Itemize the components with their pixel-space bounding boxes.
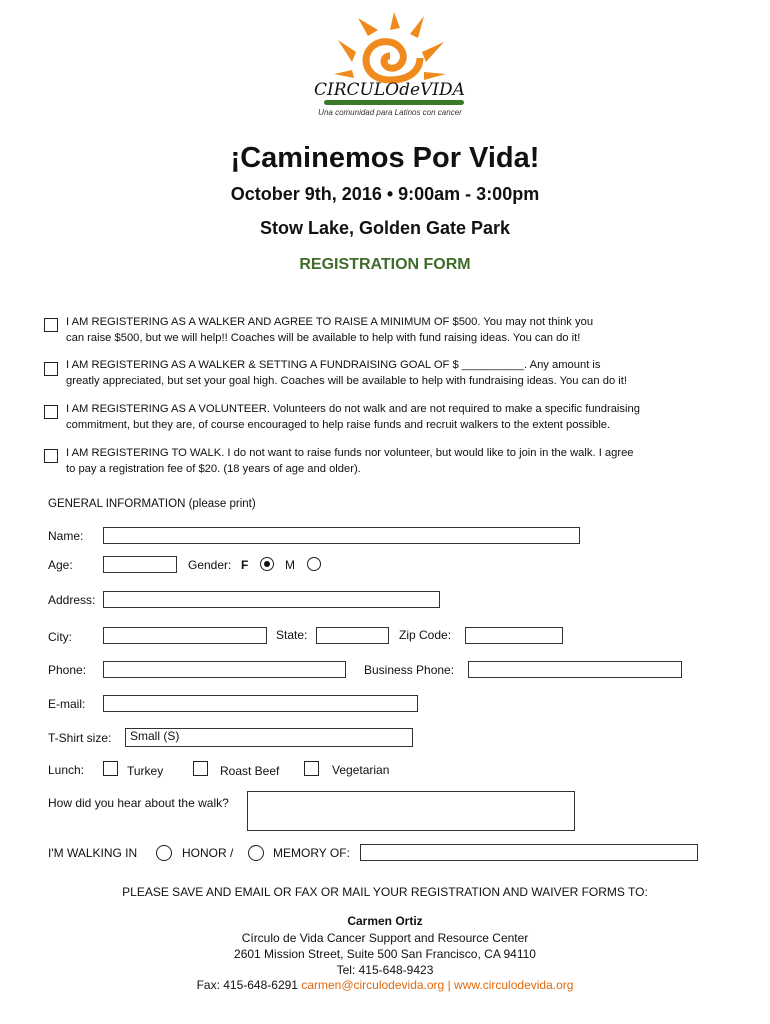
phone-input[interactable] — [103, 661, 346, 678]
business-phone-label: Business Phone: — [364, 663, 455, 677]
logo-tagline: Una comunidad para Latinos con cancer — [318, 108, 462, 117]
option-line: greatly appreciated, but set your goal high. Coaches will be available to help with fundraising ideas. You can do it! — [66, 375, 627, 387]
honor-radio[interactable] — [156, 845, 172, 861]
memory-of-input[interactable] — [360, 844, 698, 861]
gender-f-label: F — [241, 558, 249, 572]
general-info-heading: GENERAL INFORMATION (please print) — [48, 498, 256, 510]
page-title: ¡Caminemos Por Vida! — [230, 142, 540, 174]
contact-org: Círculo de Vida Cancer Support and Resource Center — [241, 931, 529, 945]
city-label: City: — [48, 630, 72, 644]
walker-minimum-checkbox[interactable] — [44, 318, 58, 332]
option-walker-minimum — [66, 314, 676, 346]
contact-address: 2601 Mission Street, Suite 500 San Francisco, CA 94110 — [234, 947, 536, 961]
option-line: to pay a registration fee of $20. (18 years of age and older). — [66, 463, 361, 475]
contact-email-link[interactable]: carmen@circulodevida.org — [301, 978, 445, 992]
form-title: REGISTRATION FORM — [299, 256, 471, 273]
tshirt-select[interactable]: Small (S) — [125, 728, 413, 747]
age-input[interactable] — [103, 556, 177, 573]
sun-icon — [300, 8, 475, 124]
option-line: I AM REGISTERING TO WALK. I do not want to raise funds nor volunteer, but would like to join in the walk. I agree — [66, 447, 634, 459]
city-input[interactable] — [103, 627, 267, 644]
zip-label: Zip Code: — [399, 628, 452, 642]
tshirt-label: T-Shirt size: — [48, 731, 112, 745]
hear-about-label: How did you hear about the walk? — [48, 796, 229, 810]
lunch-turkey-label: Turkey — [127, 764, 164, 778]
memory-label: MEMORY OF: — [273, 846, 350, 860]
option-line: I AM REGISTERING AS A VOLUNTEER. Volunteers do not walk and are not required to make a specific fundraising — [66, 403, 640, 415]
state-input[interactable] — [316, 627, 389, 644]
walk-only-checkbox[interactable] — [44, 449, 58, 463]
logo-underline — [324, 100, 464, 105]
gender-m-label: M — [285, 558, 295, 572]
option-volunteer — [66, 401, 676, 433]
hear-about-input[interactable] — [247, 791, 575, 831]
gender-f-radio[interactable] — [260, 557, 274, 571]
volunteer-checkbox[interactable] — [44, 405, 58, 419]
lunch-beef-label: Roast Beef — [220, 764, 280, 778]
phone-label: Phone: — [48, 663, 87, 677]
address-input[interactable] — [103, 591, 440, 608]
contact-separator: | — [447, 978, 451, 992]
event-date-time: October 9th, 2016 • 9:00am - 3:00pm — [230, 184, 540, 204]
event-location: Stow Lake, Golden Gate Park — [259, 218, 511, 238]
lunch-label: Lunch: — [48, 763, 85, 777]
option-line: I AM REGISTERING AS A WALKER AND AGREE TO RAISE A MINIMUM OF $500. You may not think you — [66, 316, 594, 328]
gender-label: Gender: — [188, 558, 232, 572]
option-line: I AM REGISTERING AS A WALKER & SETTING A FUNDRAISING GOAL OF $ __________. Any amount is — [66, 359, 601, 371]
option-line: can raise $500, but we will help!! Coaches will be available to help with fund raising ideas. You can do it! — [66, 332, 581, 344]
memory-radio[interactable] — [248, 845, 264, 861]
state-label: State: — [276, 628, 308, 642]
contact-name: Carmen Ortiz — [347, 914, 423, 928]
option-line: commitment, but they are, of course encouraged to help raise funds and recruit walkers to the extent possible. — [66, 419, 611, 431]
lunch-beef-checkbox[interactable] — [193, 761, 208, 776]
gender-m-radio[interactable] — [307, 557, 321, 571]
age-label: Age: — [48, 558, 73, 572]
lunch-veg-label: Vegetarian — [332, 763, 390, 777]
walker-goal-checkbox[interactable] — [44, 362, 58, 376]
email-input[interactable] — [103, 695, 418, 712]
lunch-veg-checkbox[interactable] — [304, 761, 319, 776]
zip-input[interactable] — [465, 627, 563, 644]
logo-name: CIRCULOdeVIDA — [314, 80, 465, 100]
contact-tel: Tel: 415-648-9423 — [336, 963, 434, 977]
contact-line — [0, 978, 770, 992]
business-phone-input[interactable] — [468, 661, 682, 678]
option-walker-goal — [66, 357, 676, 389]
option-walk-only — [66, 445, 676, 477]
name-label: Name: — [48, 529, 84, 543]
contact-website-link[interactable]: www.circulodevida.org — [454, 978, 574, 992]
honor-label: HONOR / — [182, 846, 234, 860]
mailing-instructions: PLEASE SAVE AND EMAIL OR FAX OR MAIL YOUR REGISTRATION AND WAIVER FORMS TO: — [122, 885, 648, 899]
contact-fax: Fax: 415-648-6291 — [196, 978, 298, 992]
walking-in-label: I'M WALKING IN — [48, 846, 138, 860]
email-label: E-mail: — [48, 697, 86, 711]
lunch-turkey-checkbox[interactable] — [103, 761, 118, 776]
circulo-de-vida-logo — [300, 8, 475, 124]
address-label: Address: — [48, 593, 96, 607]
name-input[interactable] — [103, 527, 580, 544]
